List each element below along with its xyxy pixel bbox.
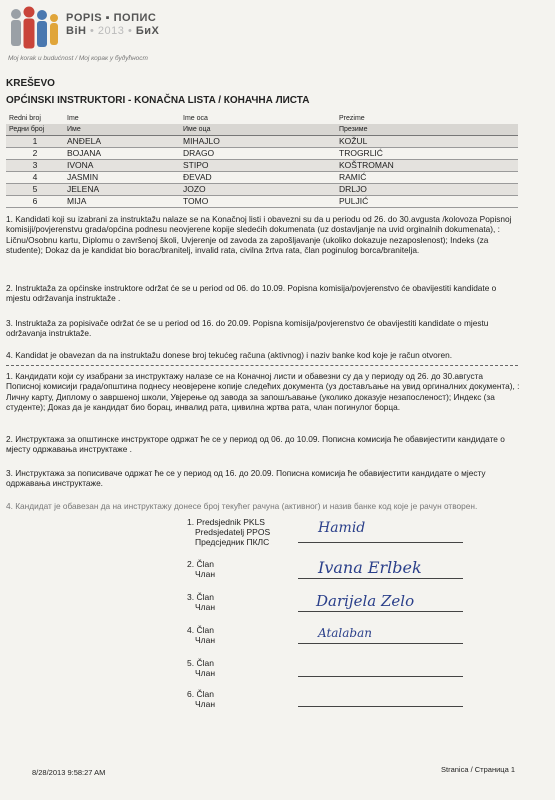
header-father-name: Ime oca	[183, 115, 208, 122]
header-number: Redni broj	[9, 115, 41, 122]
signature-role-latin: 1. Predsjednik PKLS	[187, 517, 265, 527]
signature-role-latin: 3. Član	[187, 592, 214, 602]
row-number: 1	[6, 136, 64, 148]
row-number: 4	[6, 172, 64, 184]
row-number: 3	[6, 160, 64, 172]
row-number: 6	[6, 196, 64, 208]
signature-line	[298, 611, 463, 612]
signature-role-cyrillic: Члан	[195, 699, 216, 709]
logo-bih-cyrillic: БиХ	[135, 25, 160, 37]
row-name: JASMIN	[64, 172, 180, 184]
row-surname: TROGRLIĆ	[336, 148, 518, 160]
row-number: 2	[6, 148, 64, 160]
logo-title: POPIS ▪ ПОПИС	[66, 12, 157, 24]
instruction-paragraph-1-latin: 1. Kandidati koji su izabrani za instruktažu nalaze se na Konačnoj listi i obavezni su da u periodu od 26. do 30.avgusta /kolovoza Popisnoj komisiji/povjerenstvu grada/općina podnesu neovjerene kopije sledećih dokumenata (uz dostavljanje na uvid orginalnih dokumenata), : Ličnu/Osobnu kartu, Diplomu o završenoj školi, Uvjerenje od zavoda za zapošljavanje (ukoliko dokazuje nezaposlenost); Indeks (za studente); Dokaz da je kandidat bio borac/branitelj, invalid rata, civilna žrtva rata, član poginulog borca/branitelja.	[6, 214, 512, 256]
row-father-name: JOZO	[180, 184, 336, 196]
table-row	[6, 136, 518, 148]
row-father-name: MIHAJLO	[180, 136, 336, 148]
header-number-cyrillic: Редни број	[6, 124, 64, 136]
instruction-paragraph-2-latin: 2. Instruktaža za općinske instruktore održat će se u period od 06. do 10.09. Popisna komisija/povjerenstvo će obavijestiti kandidate o mjestu održavanja instruktaže .	[6, 283, 497, 304]
signature-role-ppos: Predsjedatelj PPOS	[195, 527, 271, 537]
table-row	[6, 196, 518, 208]
census-logo	[8, 6, 208, 66]
signature-role-latin: 2. Član	[187, 559, 214, 569]
signature-role-latin: 6. Član	[187, 689, 214, 699]
people-figures-icon	[8, 6, 60, 52]
logo-bih-latin: BiH	[66, 25, 87, 37]
table-header-row-cyrillic	[6, 124, 518, 136]
signature-line	[298, 578, 463, 579]
row-father-name: TOMO	[180, 196, 336, 208]
signature-entry-member-2	[187, 559, 215, 579]
row-name: ANĐELA	[64, 136, 180, 148]
signature-entry-member-4	[187, 625, 215, 645]
signature-line	[298, 676, 463, 677]
signature-role-cyrillic: Члан	[195, 602, 216, 612]
instruction-paragraph-3-cyrillic: 3. Инструктажа за пописиваче одржат ће се у период од 16. до 20.09. Пописна комисија ће обавијестити кандидате о мјесту одржавања инструктаже.	[6, 468, 486, 489]
row-father-name: STIPO	[180, 160, 336, 172]
signature-role-latin: 5. Član	[187, 658, 214, 668]
signature-entry-member-5	[187, 658, 215, 678]
instruction-paragraph-3-latin: 3. Instruktaža za popisivače održat će se u period od 16. do 20.09. Popisna komisija/povjerenstvo će obavijestiti kandidate o mjestu održavanja instruktaže.	[6, 318, 489, 339]
row-father-name: ĐEVAD	[180, 172, 336, 184]
logo-year: • 2013 •	[90, 25, 133, 37]
signature-line	[298, 643, 463, 644]
table-row	[6, 148, 518, 160]
row-name: JELENA	[64, 184, 180, 196]
row-number: 5	[6, 184, 64, 196]
logo-slogan: Moj korak u budućnost / Мој корак у будућност	[8, 55, 148, 62]
row-surname: KOŠTROMAN	[336, 160, 518, 172]
handwritten-signature: Atalaban	[318, 626, 372, 640]
signature-entry-member-3	[187, 592, 215, 612]
table-row	[6, 184, 518, 196]
signature-line	[298, 542, 463, 543]
signature-role-cyrillic: Члан	[195, 569, 216, 579]
instruction-paragraph-4-cyrillic-partial: 4. Кандидат је обавезан да на инструктажу донесе број текућег рачуна (активног) и назив банке код које је рачун отворен.	[6, 501, 478, 511]
signature-role-cyrillic: Предсједник ПКЛС	[195, 537, 270, 547]
logo-subtitle	[66, 25, 159, 37]
document-title: OPĆINSKI INSTRUKTORI - KONAČNA LISTA / КОНАЧНА ЛИСТА	[6, 95, 310, 106]
row-name: BOJANA	[64, 148, 180, 160]
municipality-name: KREŠEVO	[6, 78, 55, 89]
signature-role-latin: 4. Član	[187, 625, 214, 635]
section-divider	[6, 365, 518, 366]
instructors-table	[6, 113, 518, 208]
print-timestamp: 8/28/2013 9:58:27 AM	[32, 768, 106, 777]
table-header-row-latin	[6, 113, 518, 124]
table-row	[6, 172, 518, 184]
instruction-paragraph-1-cyrillic: 1. Кандидати који су изабрани за инструктажу налазе се на Коначној листи и обавезни су да у периоду од 26. до 30.августа Пописној комисији града/општина поднесу неовјерене копије следећих документа (уз достављање на увид оргиналних документа), : Личну карту, Диплому о завршеној школи, Увјерење од завода за запошљавање (уколико доказује незапосленост); Индекс (за студенте); Доказ да је кандидат био борац, инвалид рата, цивилна жртва рата, члан погинулог борца.	[6, 371, 520, 413]
row-surname: RAMIĆ	[336, 172, 518, 184]
table-row	[6, 160, 518, 172]
handwritten-signature: Ivana Erlbek	[318, 558, 422, 577]
page-number: Stranica / Страница 1	[441, 765, 516, 774]
row-surname: DRLJO	[336, 184, 518, 196]
header-father-name-cyrillic: Име оца	[180, 124, 336, 136]
signature-role-cyrillic: Члан	[195, 668, 216, 678]
instruction-paragraph-2-cyrillic: 2. Инструктажа за општинске инструкторе одржат ће се у период од 06. до 10.09. Пописна комисија ће обавијестити кандидате о мјесту одржавања инструктаже .	[6, 434, 505, 455]
row-surname: KOŽUL	[336, 136, 518, 148]
handwritten-signature: Hamid	[318, 520, 366, 536]
signature-entry-member-6	[187, 689, 215, 709]
header-surname: Prezime	[339, 115, 365, 122]
header-surname-cyrillic: Презиме	[336, 124, 518, 136]
row-name: IVONA	[64, 160, 180, 172]
row-name: MIJA	[64, 196, 180, 208]
header-name-cyrillic: Име	[64, 124, 180, 136]
handwritten-signature: Darijela Zelo	[316, 592, 415, 610]
instruction-paragraph-4-latin: 4. Kandidat je obavezan da na instruktažu donese broj tekućeg računa (aktivnog) i naziv banke kod koje je račun otvoren.	[6, 350, 453, 360]
signature-entry-president	[187, 517, 270, 547]
row-father-name: DRAGO	[180, 148, 336, 160]
signature-line	[298, 706, 463, 707]
row-surname: PULJIĆ	[336, 196, 518, 208]
header-name: Ime	[67, 115, 79, 122]
signature-role-cyrillic: Члан	[195, 635, 216, 645]
